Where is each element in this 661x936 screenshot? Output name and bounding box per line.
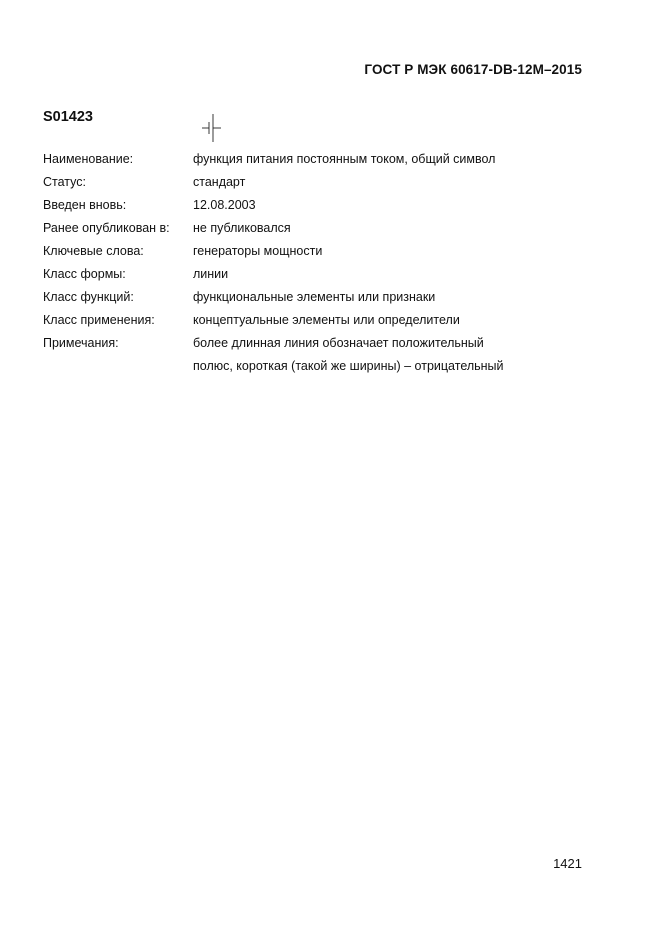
field-value: 12.08.2003	[193, 198, 256, 212]
field-row-introduced	[43, 194, 603, 217]
field-value: стандарт	[193, 175, 246, 189]
field-label: Введен вновь:	[43, 198, 127, 212]
field-label: Ключевые слова:	[43, 244, 144, 258]
field-value: более длинная линия обозначает положительный	[193, 336, 484, 350]
field-row-keywords	[43, 240, 603, 263]
field-row-notes	[43, 332, 603, 355]
field-label: Ранее опубликован в:	[43, 221, 170, 235]
field-row-previously-published	[43, 217, 603, 240]
field-row-form-class	[43, 263, 603, 286]
field-row-status	[43, 171, 603, 194]
field-label: Класс применения:	[43, 313, 155, 327]
symbol-code: S01423	[43, 109, 93, 125]
field-row-application-class	[43, 309, 603, 332]
field-label: Примечания:	[43, 336, 119, 350]
field-value: полюс, короткая (такой же ширины) – отрицательный	[193, 359, 504, 373]
field-value: не публиковался	[193, 221, 291, 235]
field-label-empty	[43, 355, 193, 378]
field-label: Класс формы:	[43, 267, 126, 281]
field-label: Наименование:	[43, 152, 134, 166]
field-value: линии	[193, 267, 229, 281]
field-label: Статус:	[43, 175, 86, 189]
field-value: концептуальные элементы или определители	[193, 313, 460, 327]
field-row-notes-continuation	[43, 355, 603, 378]
field-row-name	[43, 148, 603, 171]
field-value: функция питания постоянным током, общий символ	[193, 152, 496, 166]
document-header: ГОСТ Р МЭК 60617-DB-12M–2015	[364, 62, 582, 77]
field-row-function-class	[43, 286, 603, 309]
field-value: генераторы мощности	[193, 244, 323, 258]
field-label: Класс функций:	[43, 290, 134, 304]
page-number: 1421	[553, 856, 582, 871]
dc-supply-symbol-icon	[198, 112, 224, 144]
entry-fields	[43, 148, 603, 378]
field-value: функциональные элементы или признаки	[193, 290, 436, 304]
